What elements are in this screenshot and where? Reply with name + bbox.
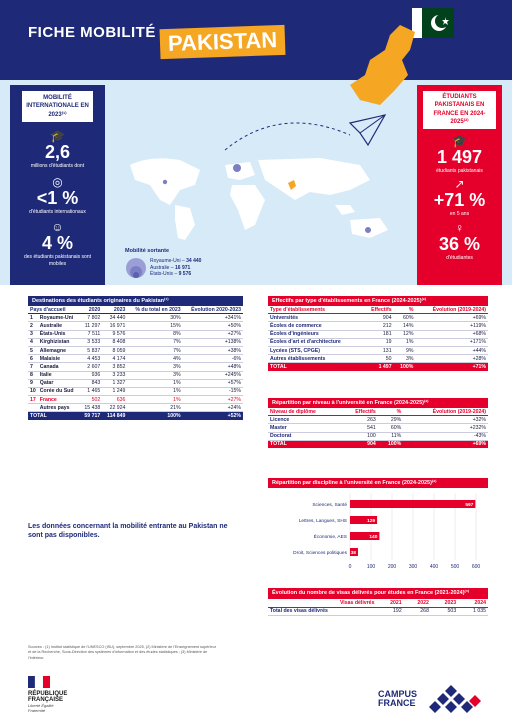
x-tick-label: 200	[387, 564, 397, 570]
table-cell: 4%	[127, 355, 182, 363]
column-header: Pays d'accueil	[28, 306, 80, 314]
legend-item-label: États-Unis	[150, 271, 174, 278]
table-cell: 60%	[378, 424, 404, 432]
section-title: Destinations des étudiants originaires du Pakistan⁽¹⁾	[28, 296, 243, 306]
table-cell: 3 852	[102, 363, 127, 371]
uk-bubble	[233, 164, 241, 172]
table-row	[268, 355, 488, 363]
edition-date: Octobre 2025	[452, 70, 483, 76]
stat-label: en 5 ans	[449, 211, 470, 218]
table-cell: Corée du Sud	[38, 387, 80, 395]
column-header: Visas délivrés	[268, 599, 376, 607]
table-cell: 131	[363, 346, 394, 354]
table-cell: Italie	[38, 371, 80, 379]
table-row	[28, 355, 243, 363]
table-cell: 100	[342, 432, 378, 440]
legend-title: Mobilité sortante	[125, 248, 170, 254]
table-row	[268, 330, 488, 338]
column-header: Effectifs	[363, 306, 394, 314]
x-tick-label: 500	[450, 564, 460, 570]
degree-level-table	[268, 398, 488, 448]
table-cell: 50	[363, 355, 394, 363]
x-tick-label: 300	[408, 564, 418, 570]
column-header: Évolution (2019-2024)	[403, 408, 488, 416]
table-cell: 60%	[394, 314, 416, 322]
table-cell: -6%	[183, 355, 243, 363]
bar	[350, 500, 475, 508]
table-cell: 19	[363, 338, 394, 346]
outgoing-mobility-legend: Mobilité sortante Royaume-Uni – 34 440 Australie – 16 971 États-Unis – 9 576	[125, 248, 202, 278]
stat-label: des étudiants pakistanais sont mobiles	[24, 254, 91, 267]
stat-value: <1 %	[36, 187, 79, 208]
table-cell: 263	[342, 416, 378, 424]
table-cell: 6	[28, 355, 38, 363]
table-cell: 1%	[127, 387, 182, 395]
stat-value: +71 %	[433, 190, 486, 211]
table-row	[28, 404, 243, 412]
stat-value: 1 497	[436, 146, 483, 167]
category-label: Droit, Sciences politiques	[293, 550, 347, 556]
table-cell: 7 802	[80, 314, 102, 322]
table-cell: 22 924	[102, 404, 127, 412]
table-cell: États-Unis	[38, 330, 80, 338]
table-row	[28, 371, 243, 379]
table-cell: +232%	[403, 424, 488, 432]
table-cell: +68%	[415, 330, 488, 338]
column-header: 2023	[102, 306, 127, 314]
stat-value: 36 %	[438, 233, 481, 254]
table-cell: 192	[376, 607, 403, 615]
bubble-legend-icon	[125, 257, 147, 279]
table-cell: +69%	[403, 440, 488, 448]
table-row	[28, 396, 243, 404]
rf-line: RÉPUBLIQUE	[28, 690, 68, 697]
discipline-chart-section	[268, 478, 488, 585]
table-cell: +48%	[183, 363, 243, 371]
column-header: 2020	[80, 306, 102, 314]
campus-france-logo	[378, 685, 481, 713]
data-label: 38	[350, 550, 356, 556]
table-cell: 14%	[394, 322, 416, 330]
legend-item-label: Royaume-Uni	[150, 257, 181, 264]
table-cell: 181	[363, 330, 394, 338]
table-row	[28, 330, 243, 338]
table-row	[268, 424, 488, 432]
legend-item-value: 16 971	[175, 264, 191, 271]
table-cell: Malaisie	[38, 355, 80, 363]
table-cell: 502	[80, 396, 102, 404]
establishment-table	[268, 296, 488, 371]
table-cell: +245%	[183, 371, 243, 379]
cf-line: CAMPUS	[378, 688, 418, 699]
republique-francaise-logo	[28, 676, 68, 713]
legend-item-value: 34 440	[186, 257, 202, 264]
data-label: 129	[367, 518, 376, 524]
table-cell: 636	[102, 396, 127, 404]
column-header: Type d'établissements	[268, 306, 363, 314]
table-row	[28, 379, 243, 387]
table-cell	[28, 404, 38, 412]
visa-table	[268, 588, 488, 616]
table-cell: Écoles d'ingénieurs	[268, 330, 363, 338]
table-cell: 4 453	[80, 355, 102, 363]
table-cell: +71%	[415, 363, 488, 371]
legend-item-value: 9 576	[178, 271, 192, 278]
student-group-icon: ☺	[51, 220, 64, 235]
table-row	[28, 314, 243, 322]
cf-line: FRANCE	[378, 698, 416, 708]
table-cell: 29%	[378, 416, 404, 424]
table-cell: Canada	[38, 363, 80, 371]
table-cell: 212	[363, 322, 394, 330]
table-cell: 3%	[127, 371, 182, 379]
x-tick-label: 100	[366, 564, 376, 570]
table-cell: 21%	[127, 404, 182, 412]
table-cell: +28%	[415, 355, 488, 363]
table-cell: 1 465	[80, 387, 102, 395]
table-cell: 1 035	[458, 607, 488, 615]
table-cell: 904	[363, 314, 394, 322]
discipline-bar-chart	[268, 488, 488, 580]
column-header: Évolution (2019-2024)	[415, 306, 488, 314]
table-cell: +341%	[183, 314, 243, 322]
table-cell: Kirghizistan	[38, 338, 80, 346]
usa-bubble	[163, 180, 167, 184]
stat-label: millions d'étudiants dont	[30, 163, 85, 170]
graduation-cap-icon: 🎓	[50, 129, 65, 144]
data-label: 140	[369, 534, 378, 540]
table-cell: Royaume-Uni	[38, 314, 80, 322]
table-cell: Doctorat	[268, 432, 342, 440]
table-cell: +138%	[183, 338, 243, 346]
category-label: Lettres, Langues, SHS	[298, 518, 347, 524]
table-cell: Universités	[268, 314, 363, 322]
column-header: 2024	[458, 599, 488, 607]
x-tick-label: 400	[429, 564, 439, 570]
table-cell: +50%	[183, 322, 243, 330]
table-cell: 100%	[127, 412, 182, 420]
stat-value: 2,6	[44, 142, 71, 163]
panel-heading: ÉTUDIANTS PAKISTANAIS EN FRANCE EN 2024-2025⁽²⁾	[423, 91, 496, 129]
sources-note: Sources : (1) Institut statistique de l'UNESCO (ISU), septembre 2025, (2) Ministère de l'Enseignement supérieur et de la Recherche, Sous-Direction des systèmes d'information et des études statistiques ; (3) Ministère de l'Intérieur.	[28, 645, 216, 660]
table-row	[28, 387, 243, 395]
table-cell: 1 327	[102, 379, 127, 387]
table-row	[28, 338, 243, 346]
world-map	[120, 150, 410, 245]
table-cell: Lycées (STS, CPGE)	[268, 346, 363, 354]
column-header: %	[378, 408, 404, 416]
table-cell: +32%	[403, 416, 488, 424]
table-cell: 16 971	[102, 322, 127, 330]
female-icon: ♀	[455, 220, 464, 235]
table-cell: TOTAL	[28, 412, 80, 420]
stat-label: étudiants pakistanais	[436, 167, 483, 174]
column-header: Niveau de diplôme	[268, 408, 342, 416]
table-cell: 5	[28, 346, 38, 354]
table-cell: 936	[80, 371, 102, 379]
table-row	[268, 338, 488, 346]
table-cell: 2 607	[80, 363, 102, 371]
table-cell: -15%	[183, 387, 243, 395]
table-cell: 1	[28, 314, 38, 322]
stat-label: d'étudiants internationaux	[29, 208, 86, 215]
marianne-logo-icon	[28, 676, 50, 688]
table-cell: 11%	[378, 432, 404, 440]
table-cell: 904	[342, 440, 378, 448]
table-cell: Licence	[268, 416, 342, 424]
table-cell: 34 440	[102, 314, 127, 322]
x-tick-label: 0	[348, 564, 352, 570]
column-header: Évolution 2020-2023	[183, 306, 243, 314]
table-cell: 15 438	[80, 404, 102, 412]
table-cell: +69%	[415, 314, 488, 322]
total-row	[28, 412, 243, 420]
column-header: % du total en 2023	[127, 306, 182, 314]
stat-value: 4 %	[41, 233, 74, 254]
category-label: Économie, AES	[313, 534, 347, 540]
table-cell: 3%	[394, 355, 416, 363]
category-label: Sciences, Santé	[312, 502, 347, 508]
table-cell: Écoles d'art et d'architecture	[268, 338, 363, 346]
rf-motto: Liberté Égalité Fraternité	[28, 702, 54, 713]
total-row	[268, 440, 488, 448]
column-header: %	[394, 306, 416, 314]
panel-heading: MOBILITÉ INTERNATIONALE EN 2023⁽¹⁾	[22, 91, 93, 122]
table-row	[268, 322, 488, 330]
table-cell: Autres établissements	[268, 355, 363, 363]
table-cell: 9	[28, 379, 38, 387]
table-cell: +119%	[415, 322, 488, 330]
table-cell: 268	[404, 607, 431, 615]
growth-arrow-icon: ↗	[454, 177, 465, 192]
table-cell: TOTAL	[268, 440, 342, 448]
australia-bubble	[365, 227, 371, 233]
data-label: 597	[465, 502, 474, 508]
table-cell: 1 249	[102, 387, 127, 395]
section-title: Répartition par niveau à l'université en France (2024-2025)⁽²⁾	[268, 398, 488, 408]
table-cell: 1%	[127, 379, 182, 387]
table-cell: Australie	[38, 322, 80, 330]
x-tick-label: 600	[471, 564, 481, 570]
table-cell: 8 408	[102, 338, 127, 346]
column-header: 2022	[404, 599, 431, 607]
table-row	[268, 346, 488, 354]
table-cell: 114 849	[102, 412, 127, 420]
table-row	[268, 314, 488, 322]
table-cell: 3 533	[80, 338, 102, 346]
table-cell: 8	[28, 371, 38, 379]
table-cell: France	[38, 396, 80, 404]
table-row	[268, 416, 488, 424]
table-cell: 100%	[394, 363, 416, 371]
table-cell: 8%	[127, 330, 182, 338]
table-cell: +52%	[183, 412, 243, 420]
table-cell: 10	[30, 388, 36, 395]
table-cell: 59 717	[80, 412, 102, 420]
page-title: FICHE MOBILITÉ	[28, 24, 156, 41]
table-cell: 4 174	[102, 355, 127, 363]
table-cell: 17	[30, 396, 36, 403]
table-cell: 100%	[378, 440, 404, 448]
table-cell: 7 511	[80, 330, 102, 338]
table-cell: Master	[268, 424, 342, 432]
section-title: Répartition par discipline à l'université en France (2024-2025)⁽²⁾	[268, 478, 488, 488]
table-cell: Autres pays	[38, 404, 80, 412]
table-cell: 5 837	[80, 346, 102, 354]
table-cell: TOTAL	[268, 363, 363, 371]
no-data-notice: Les données concernant la mobilité entrante au Pakistan ne sont pas disponibles.	[28, 523, 228, 540]
table-cell: 4	[28, 338, 38, 346]
table-cell: 2	[28, 322, 38, 330]
legend-item-label: Australie	[150, 264, 170, 271]
table-cell: 12%	[394, 330, 416, 338]
table-cell: 15%	[127, 322, 182, 330]
table-cell: 3%	[127, 363, 182, 371]
table-row	[28, 363, 243, 371]
table-cell: -43%	[403, 432, 488, 440]
header-band	[0, 0, 512, 80]
column-header: Effectifs	[342, 408, 378, 416]
table-cell: 541	[342, 424, 378, 432]
table-row	[268, 432, 488, 440]
table-cell: +27%	[183, 396, 243, 404]
column-header: 2023	[431, 599, 458, 607]
students-in-france-panel	[417, 85, 502, 285]
rf-line: FRANÇAISE	[28, 697, 64, 704]
table-cell: 7	[28, 363, 38, 371]
table-cell: 503	[431, 607, 458, 615]
destinations-table	[28, 296, 243, 420]
table-cell: 11 297	[80, 322, 102, 330]
table-cell: +27%	[183, 330, 243, 338]
table-cell: Écoles de commerce	[268, 322, 363, 330]
table-cell: 7%	[127, 338, 182, 346]
table-row	[28, 346, 243, 354]
table-cell: +171%	[415, 338, 488, 346]
international-mobility-panel	[10, 85, 105, 285]
table-cell: +24%	[183, 404, 243, 412]
table-cell: 843	[80, 379, 102, 387]
country-title: PAKISTAN	[160, 25, 286, 59]
table-cell: Total des visas délivrés	[268, 607, 376, 615]
table-cell: +44%	[415, 346, 488, 354]
stat-label: d'étudiantes	[446, 254, 473, 261]
table-cell: Allemagne	[38, 346, 80, 354]
section-title: Évolution du nombre de visas délivrés pour études en France (2021-2024)⁽³⁾	[268, 588, 488, 599]
table-cell: 1%	[394, 338, 416, 346]
table-cell: 30%	[127, 314, 182, 322]
table-row	[28, 322, 243, 330]
globe-icon: ◎	[52, 174, 63, 189]
column-header: 2021	[376, 599, 403, 607]
table-cell: 9%	[394, 346, 416, 354]
total-row	[268, 363, 488, 371]
table-cell: +57%	[183, 379, 243, 387]
graduation-cap-icon: 🎓	[452, 133, 467, 148]
table-cell: 9 576	[102, 330, 127, 338]
table-cell: 3 233	[102, 371, 127, 379]
campus-france-diamond-icon	[421, 685, 481, 713]
table-cell: 7%	[127, 346, 182, 354]
table-cell: 1%	[127, 396, 182, 404]
table-cell: +38%	[183, 346, 243, 354]
section-title: Effectifs par type d'établissements en France (2024-2025)⁽²⁾	[268, 296, 488, 306]
table-cell: 8 059	[102, 346, 127, 354]
table-cell: 3	[28, 330, 38, 338]
table-cell: Qatar	[38, 379, 80, 387]
table-cell: 1 497	[363, 363, 394, 371]
